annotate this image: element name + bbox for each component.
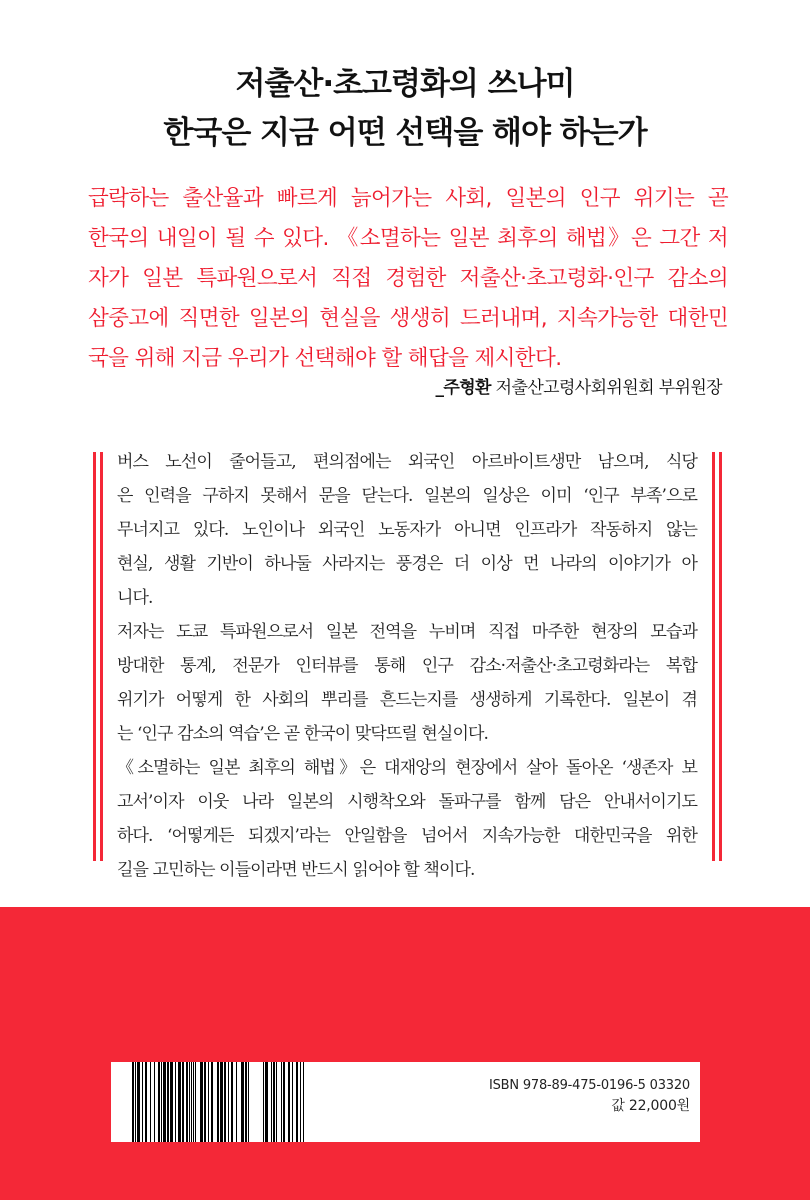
headline-line-2: 한국은 지금 어떤 선택을 해야 하는가 [163,115,647,151]
quote-line: 한국의 내일이 될 수 있다. 《소멸하는 일본 최후의 해법》은 그간 저 [88,226,728,251]
right-bracket-line-inner [712,452,715,861]
isbn-block [489,1076,690,1116]
description-line: 방대한 통계, 전문가 인터뷰를 통해 인구 감소·저출산·초고령화라는 복합 [117,656,697,676]
description-line: 은 인력을 구하지 못해서 문을 닫는다. 일본의 일상은 이미 ‘인구 부족’으로 [117,486,697,506]
left-bracket-line-inner [100,452,103,861]
description-line: 버스 노선이 줄어들고, 편의점에는 외국인 아르바이트생만 남으며, 식당 [117,452,697,472]
left-bracket-line-outer [93,452,96,861]
red-footer-band [0,907,810,1200]
quote-line: 삼중고에 직면한 일본의 현실을 생생히 드러내며, 지속가능한 대한민 [88,306,728,331]
quote-line: 자가 일본 특파원으로서 직접 경험한 저출산·초고령화·인구 감소의 [88,266,728,291]
book-description [117,445,697,887]
description-line: 니다. [117,588,153,608]
description-line: 고서’이자 이웃 나라 일본의 시행착오와 돌파구를 함께 담은 안내서이기도 [117,792,697,812]
description-line: 위기가 어떻게 한 사회의 뿌리를 흔드는지를 생생하게 기록한다. 일본이 겪 [117,690,697,710]
right-bracket-line-outer [719,452,722,861]
price-label: 값 22,000원 [611,1098,690,1114]
description-line: 무너지고 있다. 노인이나 외국인 노동자가 아니면 인프라가 작동하지 않는 [117,520,697,540]
description-line: 는 ‘인구 감소의 역습’은 곧 한국이 맞닥뜨릴 현실이다. [117,724,488,744]
barcode-box [111,1062,700,1142]
description-line: 길을 고민하는 이들이라면 반드시 읽어야 할 책이다. [117,860,475,880]
quote-attribution [436,373,723,398]
attribution-title: 저출산고령사회위원회 부위원장 [490,378,722,398]
description-line: 현실, 생활 기반이 하나둘 사라지는 풍경은 더 이상 먼 나라의 이야기가 아 [117,554,697,574]
description-line: 하다. ‘어떻게든 되겠지’라는 안일함을 넘어서 지속가능한 대한민국을 위한 [117,826,697,846]
attribution-name: _주형환 [435,378,491,398]
endorsement-quote [88,179,728,379]
barcode-icon [121,1062,307,1142]
quote-line: 급락하는 출산율과 빠르게 늙어가는 사회, 일본의 인구 위기는 곧 [88,186,728,211]
description-line: 《소멸하는 일본 최후의 해법》은 대재앙의 현장에서 살아 돌아온 ‘생존자 보 [117,758,697,778]
headline-line-1: 저출산·초고령화의 쓰나미 [235,66,575,102]
isbn-number: ISBN 978-89-475-0196-5 03320 [488,1078,690,1093]
quote-line: 국을 위해 지금 우리가 선택해야 할 해답을 제시한다. [88,346,562,371]
description-line: 저자는 도쿄 특파원으로서 일본 전역을 누비며 직접 마주한 현장의 모습과 [117,622,697,642]
